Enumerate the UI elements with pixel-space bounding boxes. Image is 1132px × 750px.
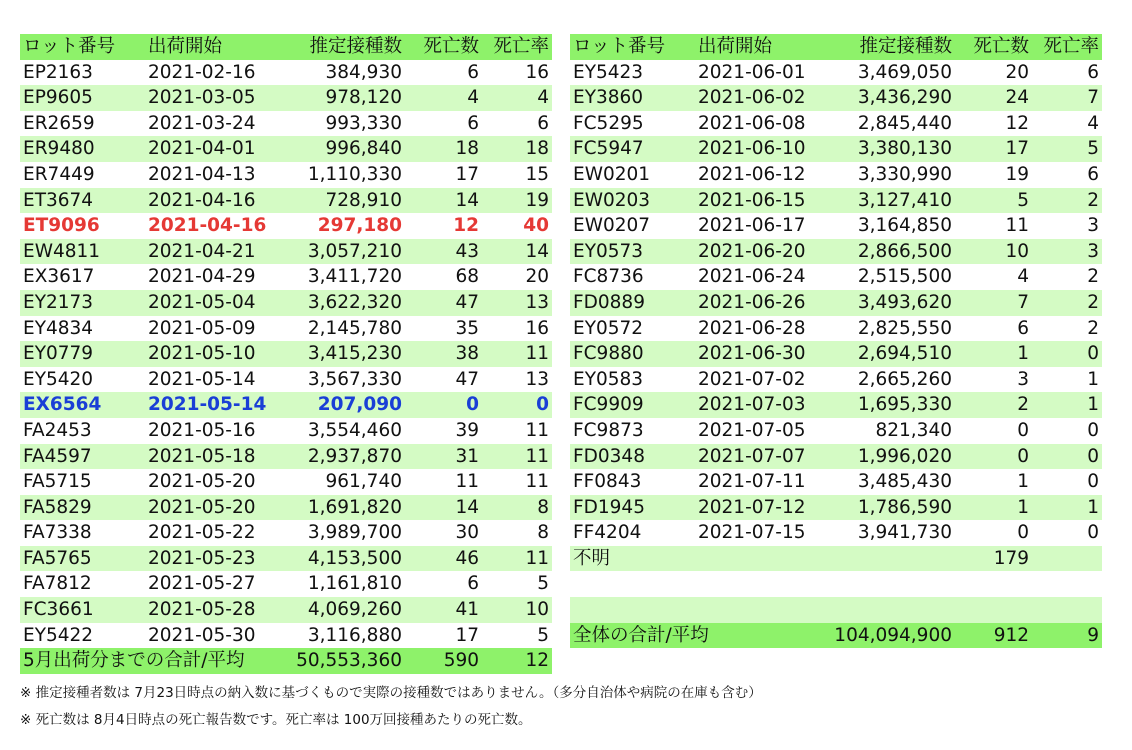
doses-cell: 3,989,700 <box>275 520 405 546</box>
deaths-cell: 4 <box>405 85 482 111</box>
lot-cell: FA2453 <box>20 418 145 444</box>
deaths-cell: 19 <box>955 162 1032 188</box>
deaths-cell: 14 <box>405 495 482 521</box>
header-lot: ロット番号 <box>570 34 695 60</box>
lot-cell: ER2659 <box>20 111 145 137</box>
rate-cell: 1 <box>1032 495 1102 521</box>
table-row <box>20 264 552 290</box>
doses-cell: 297,180 <box>275 213 405 239</box>
doses-cell: 993,330 <box>275 111 405 137</box>
ship-date-cell: 2021-04-21 <box>145 239 275 265</box>
rate-cell: 16 <box>482 316 552 342</box>
rate-cell: 0 <box>482 392 552 418</box>
deaths-cell: 11 <box>405 469 482 495</box>
ship-date-cell: 2021-04-29 <box>145 264 275 290</box>
header-ship-start: 出荷開始 <box>145 34 275 60</box>
doses-cell: 3,941,730 <box>825 520 955 546</box>
rate-cell: 0 <box>1032 418 1102 444</box>
doses-cell: 1,691,820 <box>275 495 405 521</box>
lot-cell: EW0201 <box>570 162 695 188</box>
lot-cell <box>570 571 695 597</box>
ship-date-cell: 2021-05-30 <box>145 623 275 649</box>
lot-cell: EY4834 <box>20 316 145 342</box>
lot-cell: EW0203 <box>570 188 695 214</box>
deaths-cell: 39 <box>405 418 482 444</box>
total-rate: 9 <box>1032 623 1102 649</box>
total-rate: 12 <box>482 648 552 674</box>
table-row <box>20 290 552 316</box>
doses-cell: 2,145,780 <box>275 316 405 342</box>
table-row <box>570 188 1102 214</box>
ship-date-cell: 2021-07-03 <box>695 392 825 418</box>
table-row <box>570 60 1102 86</box>
ship-date-cell <box>695 571 825 597</box>
rate-cell: 7 <box>1032 85 1102 111</box>
total-row <box>570 623 1102 649</box>
deaths-cell: 11 <box>955 213 1032 239</box>
ship-date-cell: 2021-06-01 <box>695 60 825 86</box>
table-row <box>570 392 1102 418</box>
lot-cell: EY5420 <box>20 367 145 393</box>
doses-cell: 2,694,510 <box>825 341 955 367</box>
lot-cell: EY0779 <box>20 341 145 367</box>
ship-date-cell: 2021-05-09 <box>145 316 275 342</box>
ship-date-cell: 2021-06-30 <box>695 341 825 367</box>
header-lot: ロット番号 <box>20 34 145 60</box>
lot-cell: EY5423 <box>570 60 695 86</box>
table-row <box>570 571 1102 597</box>
lot-cell: FC8736 <box>570 264 695 290</box>
doses-cell: 3,411,720 <box>275 264 405 290</box>
deaths-cell: 17 <box>405 162 482 188</box>
ship-date-cell: 2021-06-26 <box>695 290 825 316</box>
lot-cell: ET3674 <box>20 188 145 214</box>
lot-cell: EX6564 <box>20 392 145 418</box>
doses-cell: 3,567,330 <box>275 367 405 393</box>
deaths-cell: 24 <box>955 85 1032 111</box>
rate-cell: 15 <box>482 162 552 188</box>
deaths-cell: 46 <box>405 546 482 572</box>
rate-cell: 0 <box>1032 444 1102 470</box>
rate-cell: 4 <box>1032 111 1102 137</box>
rate-cell: 40 <box>482 213 552 239</box>
lot-cell <box>570 597 695 623</box>
table-row <box>20 60 552 86</box>
doses-cell: 3,622,320 <box>275 290 405 316</box>
table-row <box>20 341 552 367</box>
deaths-cell: 4 <box>955 264 1032 290</box>
table-row <box>570 136 1102 162</box>
rate-cell: 11 <box>482 546 552 572</box>
doses-cell: 978,120 <box>275 85 405 111</box>
ship-date-cell: 2021-06-24 <box>695 264 825 290</box>
header-death-rate: 死亡率 <box>482 34 552 60</box>
ship-date-cell: 2021-05-18 <box>145 444 275 470</box>
table-row <box>570 162 1102 188</box>
lot-table-right-body <box>570 34 1102 648</box>
lot-cell: FC9909 <box>570 392 695 418</box>
ship-date-cell: 2021-06-17 <box>695 213 825 239</box>
lot-table-right <box>570 34 1102 648</box>
rate-cell: 3 <box>1032 213 1102 239</box>
ship-date-cell: 2021-05-14 <box>145 367 275 393</box>
lot-cell: EY3860 <box>570 85 695 111</box>
rate-cell: 5 <box>482 623 552 649</box>
ship-date-cell: 2021-04-16 <box>145 188 275 214</box>
total-doses: 104,094,900 <box>825 623 955 649</box>
header-ship-start: 出荷開始 <box>695 34 825 60</box>
rate-cell: 5 <box>1032 136 1102 162</box>
lot-cell: EY5422 <box>20 623 145 649</box>
lot-cell: FD0348 <box>570 444 695 470</box>
rate-cell: 14 <box>482 239 552 265</box>
lot-cell: FA4597 <box>20 444 145 470</box>
ship-date-cell: 2021-05-20 <box>145 469 275 495</box>
doses-cell: 961,740 <box>275 469 405 495</box>
rate-cell: 6 <box>1032 60 1102 86</box>
rate-cell: 11 <box>482 341 552 367</box>
deaths-cell: 179 <box>955 546 1032 572</box>
doses-cell: 2,866,500 <box>825 239 955 265</box>
deaths-cell: 41 <box>405 597 482 623</box>
deaths-cell: 6 <box>955 316 1032 342</box>
deaths-cell: 31 <box>405 444 482 470</box>
footnote-doses: ※ 推定接種者数は 7月23日時点の納入数に基づくもので実際の接種数ではありません。（多分自治体や病院の在庫も含む） <box>20 685 762 701</box>
doses-cell: 3,485,430 <box>825 469 955 495</box>
doses-cell: 3,436,290 <box>825 85 955 111</box>
table-row <box>20 520 552 546</box>
lot-table-left-body <box>20 34 552 674</box>
doses-cell: 1,786,590 <box>825 495 955 521</box>
deaths-cell <box>955 597 1032 623</box>
deaths-cell: 17 <box>955 136 1032 162</box>
doses-cell: 3,127,410 <box>825 188 955 214</box>
lot-cell: 不明 <box>570 546 695 572</box>
header-death-rate: 死亡率 <box>1032 34 1102 60</box>
lot-cell: FC9873 <box>570 418 695 444</box>
deaths-cell <box>955 571 1032 597</box>
doses-cell: 3,057,210 <box>275 239 405 265</box>
doses-cell: 1,161,810 <box>275 571 405 597</box>
deaths-cell: 12 <box>405 213 482 239</box>
deaths-cell: 3 <box>955 367 1032 393</box>
doses-cell: 3,415,230 <box>275 341 405 367</box>
lot-cell: EY0572 <box>570 316 695 342</box>
deaths-cell: 30 <box>405 520 482 546</box>
header-est-doses: 推定接種数 <box>275 34 405 60</box>
doses-cell: 996,840 <box>275 136 405 162</box>
table-row <box>20 213 552 239</box>
ship-date-cell: 2021-06-10 <box>695 136 825 162</box>
lot-cell: ER7449 <box>20 162 145 188</box>
rate-cell: 5 <box>482 571 552 597</box>
total-label: 全体の合計/平均 <box>570 623 825 649</box>
lot-cell: FF4204 <box>570 520 695 546</box>
ship-date-cell <box>695 546 825 572</box>
deaths-cell: 1 <box>955 469 1032 495</box>
ship-date-cell: 2021-07-07 <box>695 444 825 470</box>
rate-cell: 16 <box>482 60 552 86</box>
rate-cell: 2 <box>1032 264 1102 290</box>
doses-cell: 3,164,850 <box>825 213 955 239</box>
deaths-cell: 38 <box>405 341 482 367</box>
rate-cell: 6 <box>482 111 552 137</box>
rate-cell: 3 <box>1032 239 1102 265</box>
deaths-cell: 6 <box>405 571 482 597</box>
rate-cell: 8 <box>482 495 552 521</box>
rate-cell: 19 <box>482 188 552 214</box>
table-row <box>20 469 552 495</box>
lot-cell: FA7812 <box>20 571 145 597</box>
ship-date-cell: 2021-07-12 <box>695 495 825 521</box>
doses-cell: 2,515,500 <box>825 264 955 290</box>
table-row <box>570 239 1102 265</box>
rate-cell: 0 <box>1032 469 1102 495</box>
deaths-cell: 1 <box>955 341 1032 367</box>
header-est-doses: 推定接種数 <box>825 34 955 60</box>
doses-cell: 3,380,130 <box>825 136 955 162</box>
table-row <box>570 213 1102 239</box>
table-row <box>20 495 552 521</box>
lot-cell: EW0207 <box>570 213 695 239</box>
table-row <box>570 367 1102 393</box>
rate-cell: 6 <box>1032 162 1102 188</box>
table-row <box>20 392 552 418</box>
ship-date-cell: 2021-04-13 <box>145 162 275 188</box>
doses-cell: 1,996,020 <box>825 444 955 470</box>
lot-cell: EP9605 <box>20 85 145 111</box>
table-row <box>20 162 552 188</box>
table-row <box>20 136 552 162</box>
doses-cell: 3,330,990 <box>825 162 955 188</box>
doses-cell <box>825 546 955 572</box>
deaths-cell: 68 <box>405 264 482 290</box>
lot-cell: FD0889 <box>570 290 695 316</box>
deaths-cell: 6 <box>405 60 482 86</box>
ship-date-cell: 2021-06-20 <box>695 239 825 265</box>
total-label: 5月出荷分までの合計/平均 <box>20 648 275 674</box>
lot-cell: FC5295 <box>570 111 695 137</box>
doses-cell: 4,069,260 <box>275 597 405 623</box>
deaths-cell: 1 <box>955 495 1032 521</box>
ship-date-cell: 2021-06-15 <box>695 188 825 214</box>
ship-date-cell: 2021-05-16 <box>145 418 275 444</box>
lot-cell: EX3617 <box>20 264 145 290</box>
ship-date-cell: 2021-03-24 <box>145 111 275 137</box>
table-row <box>20 239 552 265</box>
ship-date-cell: 2021-02-16 <box>145 60 275 86</box>
rate-cell: 4 <box>482 85 552 111</box>
ship-date-cell: 2021-06-02 <box>695 85 825 111</box>
ship-date-cell: 2021-07-05 <box>695 418 825 444</box>
footnote-deaths: ※ 死亡数は 8月4日時点の死亡報告数です。死亡率は 100万回接種あたりの死亡数。 <box>20 712 532 728</box>
doses-cell: 384,930 <box>275 60 405 86</box>
table-row <box>20 367 552 393</box>
doses-cell: 2,665,260 <box>825 367 955 393</box>
table-row <box>570 444 1102 470</box>
rate-cell: 0 <box>1032 341 1102 367</box>
doses-cell: 4,153,500 <box>275 546 405 572</box>
ship-date-cell: 2021-05-22 <box>145 520 275 546</box>
deaths-cell: 7 <box>955 290 1032 316</box>
ship-date-cell: 2021-05-04 <box>145 290 275 316</box>
ship-date-cell: 2021-03-05 <box>145 85 275 111</box>
total-deaths: 912 <box>955 623 1032 649</box>
ship-date-cell: 2021-05-10 <box>145 341 275 367</box>
rate-cell: 10 <box>482 597 552 623</box>
table-header-row <box>570 34 1102 60</box>
ship-date-cell: 2021-05-14 <box>145 392 275 418</box>
lot-cell: FA5715 <box>20 469 145 495</box>
rate-cell <box>1032 597 1102 623</box>
rate-cell: 2 <box>1032 316 1102 342</box>
lot-cell: FA7338 <box>20 520 145 546</box>
table-row <box>570 341 1102 367</box>
rate-cell: 2 <box>1032 290 1102 316</box>
rate-cell: 11 <box>482 444 552 470</box>
table-row <box>570 520 1102 546</box>
deaths-cell: 6 <box>405 111 482 137</box>
doses-cell: 1,695,330 <box>825 392 955 418</box>
ship-date-cell: 2021-04-16 <box>145 213 275 239</box>
rate-cell: 1 <box>1032 392 1102 418</box>
total-row <box>20 648 552 674</box>
deaths-cell: 47 <box>405 367 482 393</box>
table-row <box>570 111 1102 137</box>
doses-cell: 2,845,440 <box>825 111 955 137</box>
lot-cell: ET9096 <box>20 213 145 239</box>
rate-cell: 0 <box>1032 520 1102 546</box>
rate-cell: 11 <box>482 418 552 444</box>
deaths-cell: 0 <box>955 444 1032 470</box>
doses-cell: 821,340 <box>825 418 955 444</box>
doses-cell: 728,910 <box>275 188 405 214</box>
deaths-cell: 17 <box>405 623 482 649</box>
rate-cell: 13 <box>482 290 552 316</box>
ship-date-cell: 2021-07-02 <box>695 367 825 393</box>
ship-date-cell: 2021-07-15 <box>695 520 825 546</box>
deaths-cell: 0 <box>955 418 1032 444</box>
deaths-cell: 43 <box>405 239 482 265</box>
header-deaths: 死亡数 <box>405 34 482 60</box>
table-row <box>570 418 1102 444</box>
table-row <box>570 469 1102 495</box>
doses-cell: 3,469,050 <box>825 60 955 86</box>
lot-cell: EY0583 <box>570 367 695 393</box>
rate-cell: 2 <box>1032 188 1102 214</box>
ship-date-cell: 2021-06-12 <box>695 162 825 188</box>
table-row <box>570 290 1102 316</box>
rate-cell: 1 <box>1032 367 1102 393</box>
table-row <box>20 444 552 470</box>
ship-date-cell: 2021-05-28 <box>145 597 275 623</box>
ship-date-cell: 2021-04-01 <box>145 136 275 162</box>
rate-cell: 18 <box>482 136 552 162</box>
lot-cell: EP2163 <box>20 60 145 86</box>
rate-cell: 8 <box>482 520 552 546</box>
ship-date-cell: 2021-06-28 <box>695 316 825 342</box>
table-header-row <box>20 34 552 60</box>
lot-cell: FA5829 <box>20 495 145 521</box>
lot-cell: EY2173 <box>20 290 145 316</box>
deaths-cell: 12 <box>955 111 1032 137</box>
doses-cell: 207,090 <box>275 392 405 418</box>
doses-cell <box>825 571 955 597</box>
ship-date-cell <box>695 597 825 623</box>
table-row <box>20 597 552 623</box>
deaths-cell: 10 <box>955 239 1032 265</box>
table-row <box>20 316 552 342</box>
deaths-cell: 0 <box>405 392 482 418</box>
ship-date-cell: 2021-06-08 <box>695 111 825 137</box>
deaths-cell: 18 <box>405 136 482 162</box>
doses-cell: 2,825,550 <box>825 316 955 342</box>
lot-cell: EW4811 <box>20 239 145 265</box>
deaths-cell: 35 <box>405 316 482 342</box>
table-row <box>20 623 552 649</box>
table-row <box>20 571 552 597</box>
lot-cell: FC3661 <box>20 597 145 623</box>
table-row <box>20 111 552 137</box>
lot-cell: FC5947 <box>570 136 695 162</box>
table-row <box>570 597 1102 623</box>
deaths-cell: 14 <box>405 188 482 214</box>
rate-cell: 13 <box>482 367 552 393</box>
ship-date-cell: 2021-05-23 <box>145 546 275 572</box>
ship-date-cell: 2021-05-27 <box>145 571 275 597</box>
lot-table-left <box>20 34 552 674</box>
lot-cell: EY0573 <box>570 239 695 265</box>
ship-date-cell: 2021-05-20 <box>145 495 275 521</box>
header-deaths: 死亡数 <box>955 34 1032 60</box>
table-row <box>20 85 552 111</box>
table-row <box>20 546 552 572</box>
rate-cell: 11 <box>482 469 552 495</box>
deaths-cell: 2 <box>955 392 1032 418</box>
table-row <box>570 264 1102 290</box>
lot-cell: FD1945 <box>570 495 695 521</box>
doses-cell: 2,937,870 <box>275 444 405 470</box>
lot-cell: ER9480 <box>20 136 145 162</box>
total-deaths: 590 <box>405 648 482 674</box>
table-row <box>570 316 1102 342</box>
doses-cell: 3,116,880 <box>275 623 405 649</box>
doses-cell: 3,554,460 <box>275 418 405 444</box>
deaths-cell: 0 <box>955 520 1032 546</box>
doses-cell <box>825 597 955 623</box>
doses-cell: 1,110,330 <box>275 162 405 188</box>
deaths-cell: 20 <box>955 60 1032 86</box>
total-doses: 50,553,360 <box>275 648 405 674</box>
rate-cell <box>1032 546 1102 572</box>
deaths-cell: 5 <box>955 188 1032 214</box>
table-row <box>20 418 552 444</box>
table-row <box>570 546 1102 572</box>
table-row <box>20 188 552 214</box>
doses-cell: 3,493,620 <box>825 290 955 316</box>
lot-cell: FA5765 <box>20 546 145 572</box>
table-row <box>570 495 1102 521</box>
rate-cell: 20 <box>482 264 552 290</box>
rate-cell <box>1032 571 1102 597</box>
ship-date-cell: 2021-07-11 <box>695 469 825 495</box>
lot-cell: FC9880 <box>570 341 695 367</box>
table-row <box>570 85 1102 111</box>
deaths-cell: 47 <box>405 290 482 316</box>
lot-cell: FF0843 <box>570 469 695 495</box>
